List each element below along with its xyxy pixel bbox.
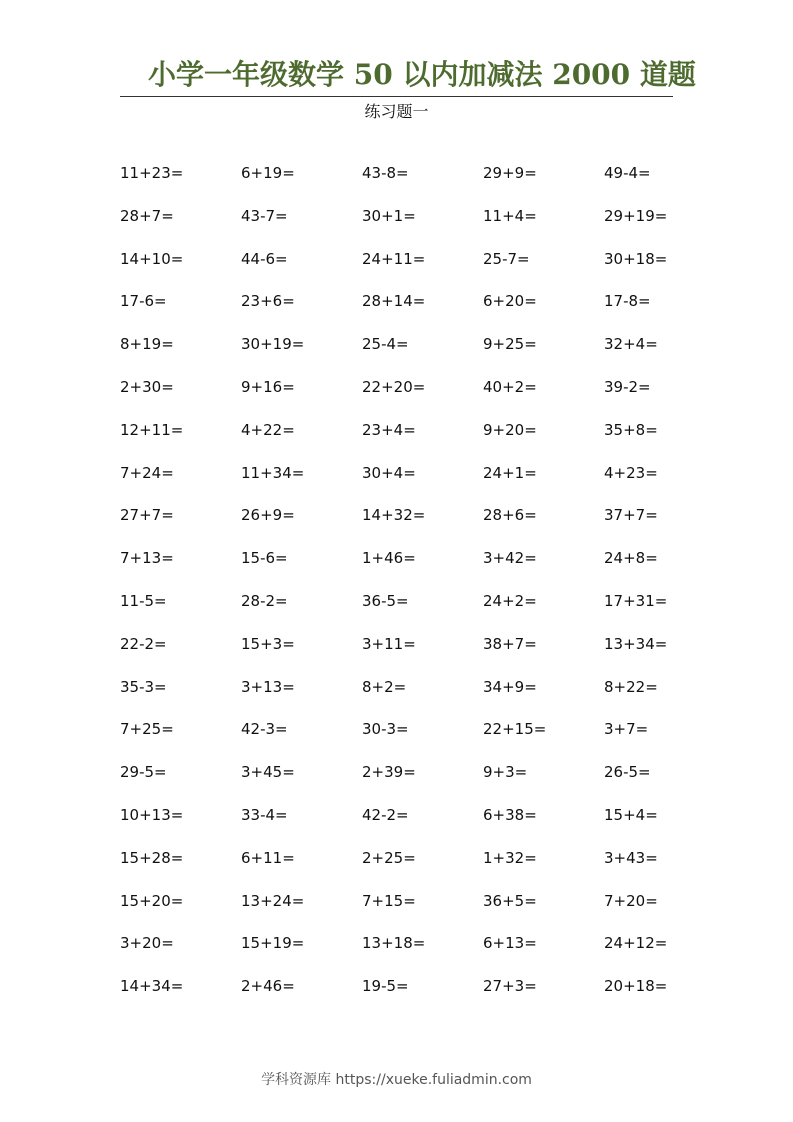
problem-item: 35-3= bbox=[120, 677, 167, 696]
problem-item: 43-8= bbox=[362, 164, 409, 182]
problem-item: 24+11= bbox=[362, 249, 426, 268]
problem-item: 14+34= bbox=[120, 977, 184, 996]
problem-item: 7+13= bbox=[120, 549, 174, 568]
problem-item: 24+12= bbox=[604, 934, 668, 953]
problem-item: 43-7= bbox=[241, 206, 288, 225]
problem-item: 4+23= bbox=[604, 463, 658, 482]
problem-item: 30+4= bbox=[362, 463, 416, 482]
problem-item: 7+24= bbox=[120, 463, 174, 482]
problem-item: 8+22= bbox=[604, 677, 658, 696]
problem-item: 11+34= bbox=[241, 463, 305, 482]
problem-item: 34+9= bbox=[483, 677, 537, 696]
problem-item: 6+20= bbox=[483, 292, 537, 311]
problem-item: 3+13= bbox=[241, 677, 295, 696]
problem-item: 11-5= bbox=[120, 591, 167, 610]
problem-item: 1+46= bbox=[362, 549, 416, 568]
problem-item: 8+2= bbox=[362, 677, 407, 696]
problem-item: 36-5= bbox=[362, 591, 409, 610]
problem-item: 7+15= bbox=[362, 891, 416, 910]
problem-item: 2+30= bbox=[120, 377, 174, 396]
problem-item: 15+4= bbox=[604, 805, 658, 824]
problem-item: 2+39= bbox=[362, 763, 416, 782]
problem-item: 9+20= bbox=[483, 420, 537, 439]
problem-item: 27+3= bbox=[483, 977, 537, 996]
problem-item: 28-2= bbox=[241, 591, 288, 610]
problem-item: 14+10= bbox=[120, 249, 184, 268]
problem-item: 15+19= bbox=[241, 934, 305, 953]
exercise-subtitle: 练习题一 bbox=[364, 102, 429, 121]
problem-item: 28+6= bbox=[483, 506, 537, 525]
problem-item: 13+18= bbox=[362, 934, 426, 953]
problem-item: 23+6= bbox=[241, 292, 295, 311]
page-title: 小学一年级数学 50 以内加减法 2000 道题 bbox=[148, 58, 696, 91]
problem-grid bbox=[120, 160, 725, 1016]
problem-item: 4+22= bbox=[241, 420, 295, 439]
problem-item: 42-2= bbox=[362, 805, 409, 824]
problem-item: 24+8= bbox=[604, 549, 658, 568]
problem-item: 20+18= bbox=[604, 977, 668, 996]
problem-item: 11+4= bbox=[483, 206, 537, 225]
problem-item: 9+16= bbox=[241, 377, 295, 396]
problem-item: 1+32= bbox=[483, 848, 537, 867]
problem-item: 40+2= bbox=[483, 377, 537, 396]
problem-item: 19-5= bbox=[362, 977, 409, 996]
problem-item: 29+9= bbox=[483, 164, 537, 182]
problem-item: 11+23= bbox=[120, 164, 184, 182]
problem-item: 28+7= bbox=[120, 206, 174, 225]
problem-item: 39-2= bbox=[604, 377, 651, 396]
problem-item: 3+43= bbox=[604, 848, 658, 867]
problem-item: 9+3= bbox=[483, 763, 528, 782]
problem-item: 26-5= bbox=[604, 763, 651, 782]
problem-item: 26+9= bbox=[241, 506, 295, 525]
problem-item: 17-8= bbox=[604, 292, 651, 311]
problem-item: 13+24= bbox=[241, 891, 305, 910]
problem-item: 37+7= bbox=[604, 506, 658, 525]
problem-item: 6+38= bbox=[483, 805, 537, 824]
problem-item: 3+11= bbox=[362, 634, 416, 653]
problem-item: 42-3= bbox=[241, 720, 288, 739]
problem-item: 36+5= bbox=[483, 891, 537, 910]
problem-item: 27+7= bbox=[120, 506, 174, 525]
problem-item: 22+15= bbox=[483, 720, 547, 739]
problem-item: 23+4= bbox=[362, 420, 416, 439]
problem-item: 49-4= bbox=[604, 164, 651, 182]
problem-item: 2+46= bbox=[241, 977, 295, 996]
problem-item: 24+2= bbox=[483, 591, 537, 610]
problem-item: 29-5= bbox=[120, 763, 167, 782]
problem-item: 3+45= bbox=[241, 763, 295, 782]
problem-item: 9+25= bbox=[483, 335, 537, 354]
problem-item: 15+3= bbox=[241, 634, 295, 653]
problem-item: 32+4= bbox=[604, 335, 658, 354]
problem-item: 30+18= bbox=[604, 249, 668, 268]
problem-item: 3+20= bbox=[120, 934, 174, 953]
problem-item: 14+32= bbox=[362, 506, 426, 525]
problem-item: 6+13= bbox=[483, 934, 537, 953]
problem-item: 15-6= bbox=[241, 549, 288, 568]
problem-item: 25-4= bbox=[362, 335, 409, 354]
problem-item: 8+19= bbox=[120, 335, 174, 354]
problem-item: 25-7= bbox=[483, 249, 530, 268]
problem-item: 7+20= bbox=[604, 891, 658, 910]
problem-item: 30-3= bbox=[362, 720, 409, 739]
problem-item: 38+7= bbox=[483, 634, 537, 653]
problem-item: 6+19= bbox=[241, 164, 295, 182]
problem-item: 35+8= bbox=[604, 420, 658, 439]
problem-item: 22+20= bbox=[362, 377, 426, 396]
problem-item: 15+20= bbox=[120, 891, 184, 910]
problem-item: 33-4= bbox=[241, 805, 288, 824]
footer-source: 学科资源库 https://xueke.fuliadmin.com bbox=[261, 1072, 532, 1088]
problem-item: 30+19= bbox=[241, 335, 305, 354]
problem-item: 6+11= bbox=[241, 848, 295, 867]
problem-item: 10+13= bbox=[120, 805, 184, 824]
problem-item: 12+11= bbox=[120, 420, 184, 439]
problem-item: 17+31= bbox=[604, 591, 668, 610]
problem-item: 2+25= bbox=[362, 848, 416, 867]
problem-item: 30+1= bbox=[362, 206, 416, 225]
problem-item: 22-2= bbox=[120, 634, 167, 653]
problem-item: 7+25= bbox=[120, 720, 174, 739]
problem-item: 13+34= bbox=[604, 634, 668, 653]
problem-item: 3+7= bbox=[604, 720, 649, 739]
problem-item: 29+19= bbox=[604, 206, 668, 225]
problem-item: 3+42= bbox=[483, 549, 537, 568]
problem-item: 24+1= bbox=[483, 463, 537, 482]
problem-item: 28+14= bbox=[362, 292, 426, 311]
problem-item: 15+28= bbox=[120, 848, 184, 867]
title-divider bbox=[120, 96, 673, 97]
problem-item: 44-6= bbox=[241, 249, 288, 268]
problem-item: 17-6= bbox=[120, 292, 167, 311]
